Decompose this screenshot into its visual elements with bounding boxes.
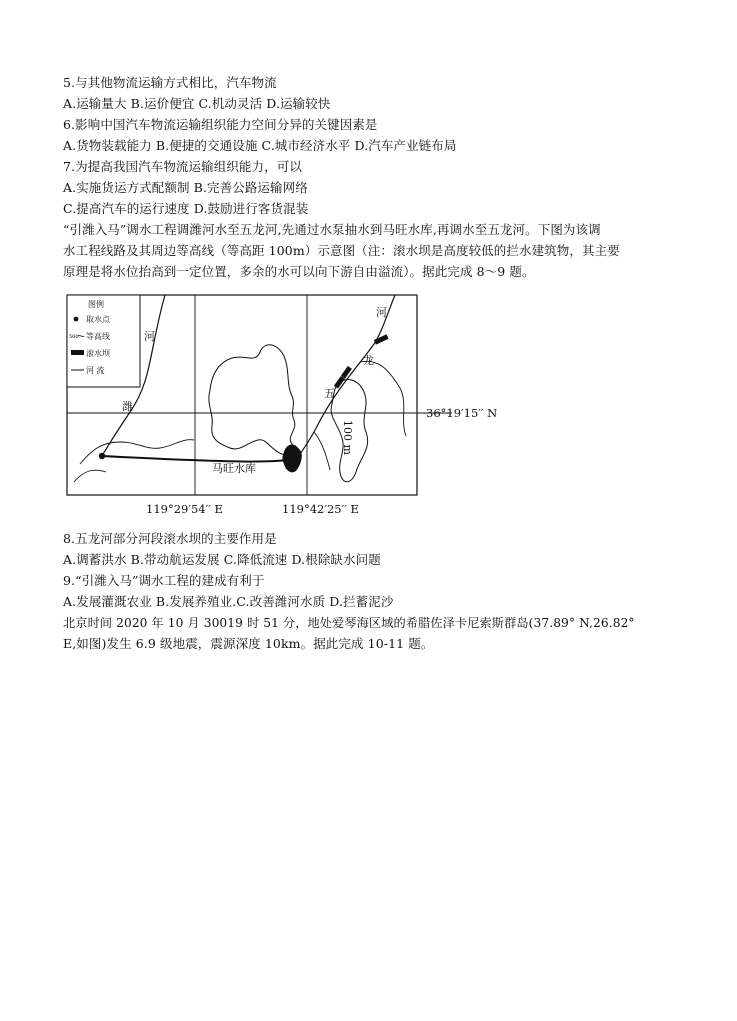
latitude-label: 36°19′15′′ N xyxy=(426,406,498,420)
contour-line xyxy=(209,345,295,455)
passage-line-3: 原理是将水位抬高到一定位置，多余的水可以向下游自由溢流）。据此完成 8～9 题。 xyxy=(63,264,535,279)
passage-line-2: 水工程线路及其周边等高线（等高距 100m）示意图（注：滚水坝是高度较低的拦水建筑物，其主要 xyxy=(63,243,620,258)
weir-dam-icon xyxy=(71,350,84,355)
question-9-options: A.发展灌溉农业 B.发展养殖业.C.改善潍河水质 D.拦蓄泥沙 xyxy=(63,594,394,609)
question-5-options: A.运输量大 B.运价便宜 C.机动灵活 D.运输较快 xyxy=(63,96,331,111)
question-7-options-cd: C.提高汽车的运行速度 D.鼓励进行客货混装 xyxy=(63,201,309,216)
question-6-stem: 6.影响中国汽车物流运输组织能力空间分异的关键因素是 xyxy=(63,117,378,132)
intake-point-icon xyxy=(74,317,79,322)
intake-point-icon xyxy=(99,453,105,459)
passage-earthquake-line-1: 北京时间 2020 年 10 月 30019 时 51 分，地处爱琴海区域的希腊佐泽卡尼索斯群岛(37.89° N,26.82° xyxy=(63,616,635,630)
legend-contour-value: 500 xyxy=(69,334,79,340)
longitude-label-2: 119°42′25′′ E xyxy=(282,502,359,516)
legend-weir: 滚水坝 xyxy=(86,349,110,358)
passage-line-1: “引潍入马”调水工程调潍河水至五龙河,先通过水泵抽水到马旺水库,再调水至五龙河。下图为该调 xyxy=(63,222,601,237)
question-8-stem: 8.五龙河部分河段滚水坝的主要作用是 xyxy=(63,531,277,546)
river-label-long: 龙 xyxy=(363,354,374,367)
legend-river: 河 流 xyxy=(86,366,105,375)
legend-intake: 取水点 xyxy=(86,315,110,324)
water-diversion-map xyxy=(60,292,520,522)
contour-label: 100 m xyxy=(341,420,354,455)
question-8-options: A.调蓄洪水 B.带动航运发展 C.降低流速 D.根除缺水问题 xyxy=(63,552,381,567)
river-label-he-wulong: 河 xyxy=(376,306,387,319)
weir-dam-icon xyxy=(334,376,345,389)
reservoir-label: 马旺水库 xyxy=(212,462,256,475)
mawang-reservoir-shape xyxy=(283,445,302,473)
legend-title: 图例 xyxy=(88,300,104,309)
weir-dam-icon xyxy=(374,334,389,344)
question-6-options: A.货物装载能力 B.便捷的交通设施 C.城市经济水平 D.汽车产业链布局 xyxy=(63,138,457,153)
river-label-wei: 潍 xyxy=(122,400,133,413)
weir-dam-icon xyxy=(341,366,352,379)
river-label-he-wei: 河 xyxy=(144,330,155,343)
question-7-stem: 7.为提高我国汽车物流运输组织能力，可以 xyxy=(63,159,302,174)
legend-contour: 等高线 xyxy=(86,332,110,341)
passage-earthquake-line-2: E,如图)发生 6.9 级地震，震源深度 10km。据此完成 10-11 题。 xyxy=(63,636,434,651)
question-5-stem: 5.与其他物流运输方式相比，汽车物流 xyxy=(63,75,277,90)
longitude-label-1: 119°29′54′′ E xyxy=(146,502,223,516)
question-7-options-ab: A.实施货运方式配额制 B.完善公路运输网络 xyxy=(63,180,308,195)
question-9-stem: 9.“引潍入马”调水工程的建成有利于 xyxy=(63,573,265,588)
river-label-wu: 五 xyxy=(324,387,335,400)
